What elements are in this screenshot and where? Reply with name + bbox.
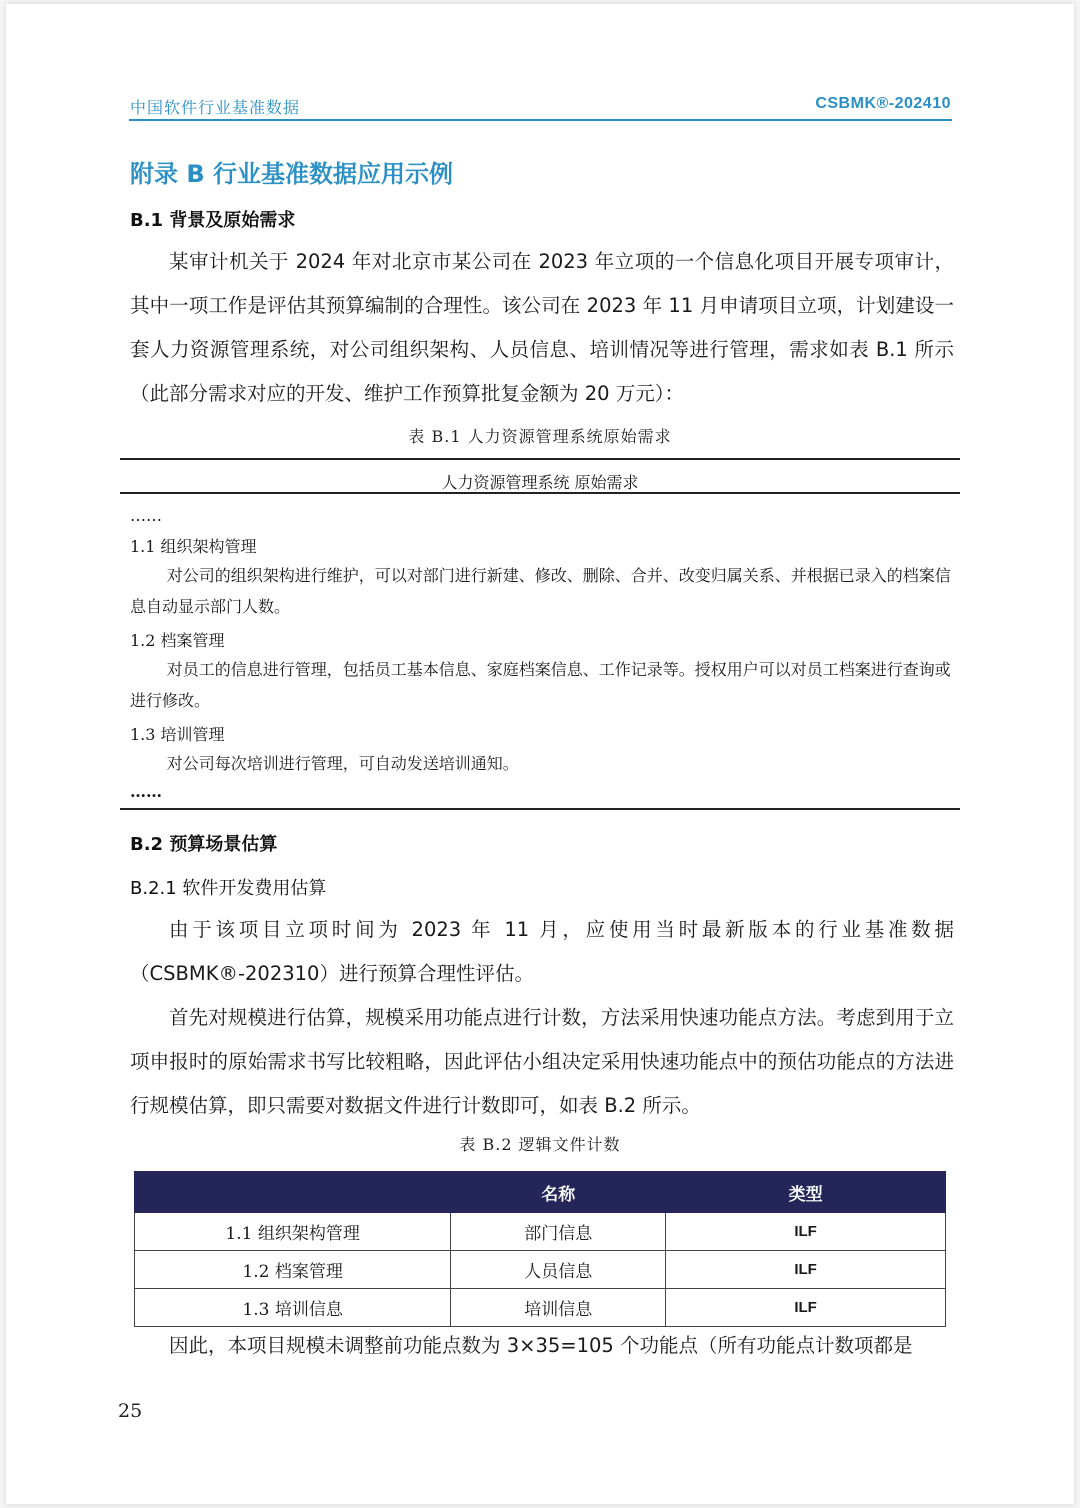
table-b2-caption: 表 B.2 逻辑文件计数 <box>459 1135 621 1154</box>
req-body-3 <box>130 748 954 779</box>
table-b1-top-rule <box>120 458 960 460</box>
col-header-name: 名称 <box>451 1172 666 1213</box>
req-body-3-text: 对公司每次培训进行管理，可自动发送培训通知。 <box>166 754 519 773</box>
col-header-item <box>135 1172 451 1213</box>
cell-item: 1.3 培训信息 <box>135 1289 451 1327</box>
cell-item: 1.2 档案管理 <box>135 1251 451 1289</box>
table-b1-caption: 表 B.1 人力资源管理系统原始需求 <box>408 427 672 446</box>
header-title: 中国软件行业基准数据 <box>130 98 301 117</box>
req-heading-3: 1.3 培训管理 <box>130 725 225 744</box>
cell-type: ILF <box>666 1213 946 1251</box>
cell-name: 人员信息 <box>451 1251 666 1289</box>
table-row <box>135 1213 946 1251</box>
col-header-type: 类型 <box>666 1172 946 1213</box>
cell-type: ILF <box>666 1289 946 1327</box>
cell-type: ILF <box>666 1251 946 1289</box>
req-body-1 <box>130 560 954 622</box>
section-b2-paragraph-2: 首先对规模进行估算，规模采用功能点进行计数，方法采用快速功能点方法。考虑到用于立项申报时的原始需求书写比较粗略，因此评估小组决定采用快速功能点中的预估功能点的方法进行规模估算，即只需要对数据文件进行计数即可，如表 B.2 所示。 <box>130 1006 954 1117</box>
logical-file-table <box>134 1171 946 1327</box>
section-b1-text: 某审计机关于 2024 年对北京市某公司在 2023 年立项的一个信息化项目开展专项审计，其中一项工作是评估其预算编制的合理性。该公司在 2023 年 11 月申请项目立项，计划建设一套人力资源管理系统，对公司组织架构、人员信息、培训情况等进行管理，需求如表 B.1 所示（此部分需求对应的开发、维护工作预算批复金额为 20 万元）： <box>130 250 954 405</box>
req-body-1-text: 对公司的组织架构进行维护，可以对部门进行新建、修改、删除、合并、改变归属关系、并根据已录入的档案信息自动显示部门人数。 <box>130 566 951 616</box>
cell-item: 1.1 组织架构管理 <box>135 1213 451 1251</box>
cell-name: 部门信息 <box>451 1213 666 1251</box>
table-b1-header-rule <box>120 492 960 494</box>
section-b2-heading: B.2 预算场景估算 <box>130 834 278 855</box>
table-header-row <box>135 1172 946 1213</box>
closing-paragraph <box>130 1324 954 1368</box>
section-b1-paragraph <box>130 240 954 416</box>
table-row <box>135 1251 946 1289</box>
document-page <box>6 4 1074 1504</box>
table-row <box>135 1289 946 1327</box>
header-code: CSBMK®-202410 <box>815 95 951 112</box>
table-b1-header: 人力资源管理系统 原始需求 <box>441 473 639 492</box>
section-b2-paragraphs <box>130 908 954 1128</box>
req-body-2 <box>130 654 954 716</box>
closing-paragraph-text: 因此，本项目规模未调整前功能点数为 3×35=105 个功能点（所有功能点计数项都是 <box>169 1334 913 1357</box>
table-b1-bottom-rule <box>120 808 960 810</box>
appendix-title: 附录 B 行业基准数据应用示例 <box>130 160 454 188</box>
req-heading-2: 1.2 档案管理 <box>130 631 225 650</box>
req-heading-1: 1.1 组织架构管理 <box>130 537 257 556</box>
ellipsis-bottom: …… <box>130 782 162 801</box>
section-b1-heading: B.1 背景及原始需求 <box>130 210 296 231</box>
ellipsis-top: …… <box>130 506 162 525</box>
section-b2-paragraph-1: 由于该项目立项时间为 2023 年 11 月，应使用当时最新版本的行业基准数据（CSBMK®-202310）进行预算合理性评估。 <box>130 918 954 985</box>
req-body-2-text: 对员工的信息进行管理，包括员工基本信息、家庭档案信息、工作记录等。授权用户可以对员工档案进行查询或进行修改。 <box>130 660 951 710</box>
cell-name: 培训信息 <box>451 1289 666 1327</box>
section-b21-heading: B.2.1 软件开发费用估算 <box>130 878 327 899</box>
page-number: 25 <box>118 1400 143 1422</box>
header-rule <box>129 119 952 121</box>
